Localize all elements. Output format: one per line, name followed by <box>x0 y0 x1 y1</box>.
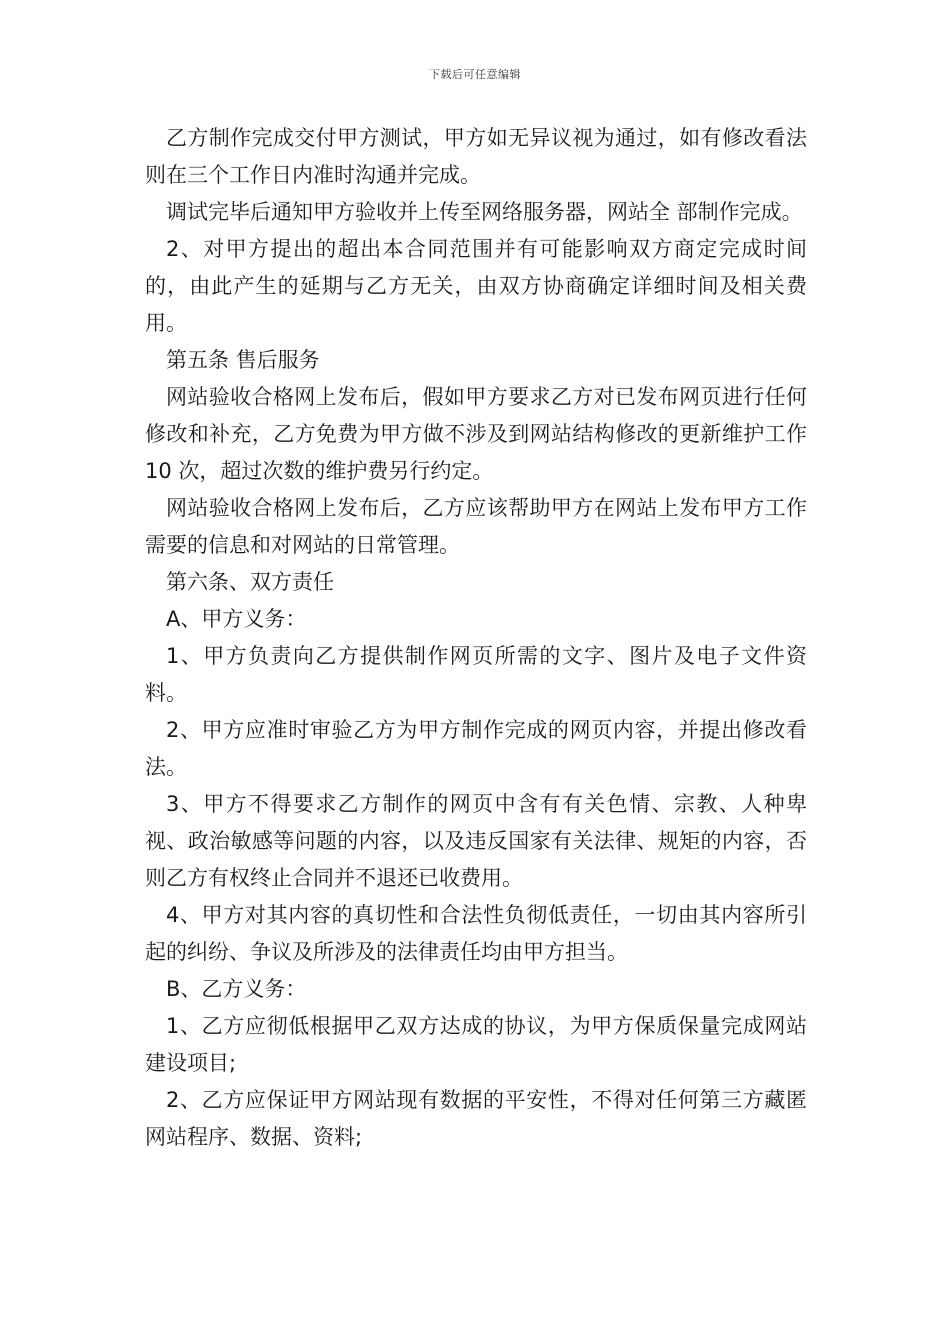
paragraph: 乙方制作完成交付甲方测试，甲方如无异议视为通过，如有修改看法则在三个工作日内准时沟通并完成。 <box>145 126 807 187</box>
paragraph: 网站验收合格网上发布后，乙方应该帮助甲方在网站上发布甲方工作需要的信息和对网站的日常管理。 <box>145 496 807 557</box>
subsection-heading: A、甲方义务： <box>166 607 307 631</box>
section-heading: 第六条、双方责任 <box>166 570 334 594</box>
paragraph: 调试完毕后通知甲方验收并上传至网络服务器，网站全 部制作完成。 <box>166 200 803 224</box>
list-item: 2、甲方应准时审验乙方为甲方制作完成的网页内容，并提出修改看法。 <box>145 718 807 779</box>
page-header-note: 下载后可任意编辑 <box>429 68 521 81</box>
subsection-heading: B、乙方义务： <box>166 977 307 1001</box>
list-item: 2、乙方应保证甲方网站现有数据的平安性，不得对任何第三方藏匿网站程序、数据、资料; <box>145 1088 807 1149</box>
list-item: 3、甲方不得要求乙方制作的网页中含有有关色情、宗教、人种卑视、政治敏感等问题的内容，以及违反国家有关法律、规矩的内容，否则乙方有权终止合同并不退还已收费用。 <box>145 792 807 890</box>
list-item: 4、甲方对其内容的真切性和合法性负彻低责任，一切由其内容所引起的纠纷、争议及所涉及的法律责任均由甲方担当。 <box>145 903 807 964</box>
section-heading: 第五条 售后服务 <box>166 348 320 372</box>
paragraph: 网站验收合格网上发布后，假如甲方要求乙方对已发布网页进行任何修改和补充，乙方免费为甲方做不涉及到网站结构修改的更新维护工作 10 次，超过次数的维护费另行约定。 <box>145 385 807 483</box>
paragraph: 2、对甲方提出的超出本合同范围并有可能影响双方商定完成时间的，由此产生的延期与乙方无关，由双方协商确定详细时间及相关费用。 <box>145 237 807 335</box>
list-item: 1、乙方应彻低根据甲乙双方达成的协议，为甲方保质保量完成网站建设项目; <box>145 1014 807 1075</box>
document-body <box>145 120 807 1156</box>
list-item: 1、甲方负责向乙方提供制作网页所需的文字、图片及电子文件资料。 <box>145 644 807 705</box>
